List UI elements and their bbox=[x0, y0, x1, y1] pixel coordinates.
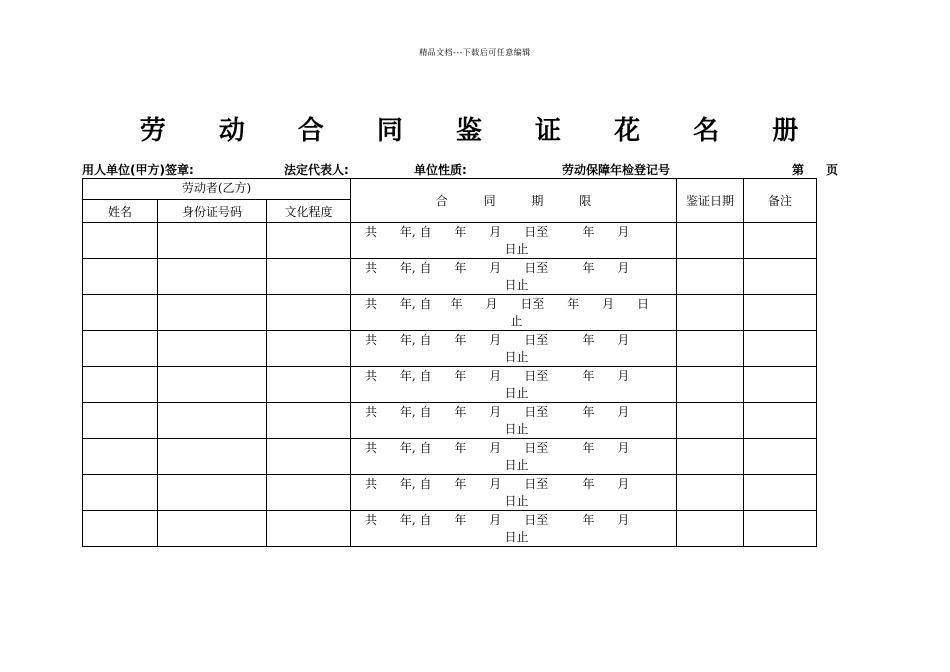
remark-cell[interactable] bbox=[744, 439, 817, 475]
contract-term-cell bbox=[351, 403, 677, 439]
remark-cell[interactable] bbox=[744, 259, 817, 295]
id-number-cell[interactable] bbox=[158, 403, 267, 439]
contract-term-header-label: 合 同 期 限 bbox=[435, 194, 608, 208]
name-cell[interactable] bbox=[83, 331, 158, 367]
contract-term-header bbox=[351, 179, 677, 223]
contract-term-line1: 共 年, 自 年 月 日至 年 月 bbox=[365, 368, 630, 383]
name-cell[interactable] bbox=[83, 439, 158, 475]
page-title: 劳 动 合 同 鉴 证 花 名 册 bbox=[139, 116, 821, 146]
contract-term-line1: 共 年, 自 年 月 日至 年 月 bbox=[365, 260, 630, 275]
verification-date-cell[interactable] bbox=[677, 223, 744, 259]
table-header-row bbox=[83, 179, 817, 200]
id-number-cell[interactable] bbox=[158, 439, 267, 475]
employer-seal-label: 用人单位(甲方)签章: bbox=[82, 163, 194, 177]
verification-date-header: 鉴证日期 bbox=[677, 179, 744, 223]
contract-term-cell bbox=[351, 511, 677, 547]
contract-term-line1: 共 年, 自 年 月 日至 年 月 bbox=[365, 440, 630, 455]
remark-cell[interactable] bbox=[744, 367, 817, 403]
contract-term-cell bbox=[351, 223, 677, 259]
contract-term-line2: 日止 bbox=[504, 421, 529, 436]
id-number-cell[interactable] bbox=[158, 223, 267, 259]
contract-term-line1: 共 年, 自 年 月 日至 年 月 bbox=[365, 404, 630, 419]
remark-cell[interactable] bbox=[744, 511, 817, 547]
education-cell[interactable] bbox=[267, 511, 351, 547]
name-cell[interactable] bbox=[83, 259, 158, 295]
id-number-cell[interactable] bbox=[158, 511, 267, 547]
page-number-suffix: 页 bbox=[826, 163, 839, 177]
name-cell[interactable] bbox=[83, 295, 158, 331]
name-cell[interactable] bbox=[83, 403, 158, 439]
registration-number-label: 劳动保障年检登记号 bbox=[562, 163, 671, 177]
unit-nature-label: 单位性质: bbox=[414, 163, 467, 177]
id-number-cell[interactable] bbox=[158, 475, 267, 511]
legal-representative-label: 法定代表人: bbox=[284, 163, 349, 177]
education-cell[interactable] bbox=[267, 295, 351, 331]
table-row bbox=[83, 403, 817, 439]
id-number-column-header: 身份证号码 bbox=[158, 200, 267, 223]
contract-term-cell bbox=[351, 475, 677, 511]
worker-group-header: 劳动者(乙方) bbox=[83, 179, 351, 200]
contract-term-line1: 共 年, 自 年 月 日至 年 月 bbox=[365, 476, 630, 491]
table-row bbox=[83, 259, 817, 295]
table-row bbox=[83, 439, 817, 475]
table-row bbox=[83, 367, 817, 403]
contract-term-line2: 日止 bbox=[504, 529, 529, 544]
table-row bbox=[83, 511, 817, 547]
contract-term-line2: 止 bbox=[510, 313, 523, 328]
verification-date-cell[interactable] bbox=[677, 511, 744, 547]
contract-term-line2: 日止 bbox=[504, 349, 529, 364]
verification-date-cell[interactable] bbox=[677, 331, 744, 367]
id-number-cell[interactable] bbox=[158, 367, 267, 403]
name-cell[interactable] bbox=[83, 367, 158, 403]
education-cell[interactable] bbox=[267, 259, 351, 295]
contract-term-cell bbox=[351, 259, 677, 295]
table-row bbox=[83, 331, 817, 367]
education-cell[interactable] bbox=[267, 331, 351, 367]
education-cell[interactable] bbox=[267, 403, 351, 439]
name-column-header: 姓名 bbox=[83, 200, 158, 223]
education-cell[interactable] bbox=[267, 475, 351, 511]
verification-date-cell[interactable] bbox=[677, 475, 744, 511]
id-number-cell[interactable] bbox=[158, 295, 267, 331]
table-row bbox=[83, 475, 817, 511]
page-number-prefix: 第 bbox=[792, 163, 805, 177]
contract-term-line2: 日止 bbox=[504, 277, 529, 292]
contract-term-cell bbox=[351, 331, 677, 367]
table-row bbox=[83, 223, 817, 259]
education-cell[interactable] bbox=[267, 439, 351, 475]
id-number-cell[interactable] bbox=[158, 331, 267, 367]
name-cell[interactable] bbox=[83, 223, 158, 259]
verification-date-cell[interactable] bbox=[677, 367, 744, 403]
name-cell[interactable] bbox=[83, 511, 158, 547]
contract-term-line2: 日止 bbox=[504, 493, 529, 508]
id-number-cell[interactable] bbox=[158, 259, 267, 295]
education-cell[interactable] bbox=[267, 223, 351, 259]
remark-cell[interactable] bbox=[744, 295, 817, 331]
contract-term-line2: 日止 bbox=[504, 457, 529, 472]
name-cell[interactable] bbox=[83, 475, 158, 511]
remark-cell[interactable] bbox=[744, 223, 817, 259]
contract-term-line2: 日止 bbox=[504, 385, 529, 400]
roster-table bbox=[82, 178, 817, 547]
verification-date-cell[interactable] bbox=[677, 439, 744, 475]
verification-date-cell[interactable] bbox=[677, 295, 744, 331]
remark-cell[interactable] bbox=[744, 403, 817, 439]
info-row bbox=[82, 161, 842, 179]
remark-cell[interactable] bbox=[744, 331, 817, 367]
contract-term-line1: 共 年, 自 年 月 日至 年 月 bbox=[365, 332, 630, 347]
contract-term-line1: 共 年, 自 年 月 日至 年 月 日 bbox=[365, 296, 650, 311]
education-column-header: 文化程度 bbox=[267, 200, 351, 223]
document-header-note: 精品文档---下载后可任意编辑 bbox=[419, 48, 531, 57]
contract-term-cell bbox=[351, 367, 677, 403]
contract-term-line1: 共 年, 自 年 月 日至 年 月 bbox=[365, 224, 630, 239]
contract-term-cell bbox=[351, 439, 677, 475]
education-cell[interactable] bbox=[267, 367, 351, 403]
verification-date-cell[interactable] bbox=[677, 259, 744, 295]
contract-term-line1: 共 年, 自 年 月 日至 年 月 bbox=[365, 512, 630, 527]
verification-date-cell[interactable] bbox=[677, 403, 744, 439]
contract-term-cell bbox=[351, 295, 677, 331]
remark-cell[interactable] bbox=[744, 475, 817, 511]
table-row bbox=[83, 295, 817, 331]
remark-header: 备注 bbox=[744, 179, 817, 223]
contract-term-line2: 日止 bbox=[504, 241, 529, 256]
